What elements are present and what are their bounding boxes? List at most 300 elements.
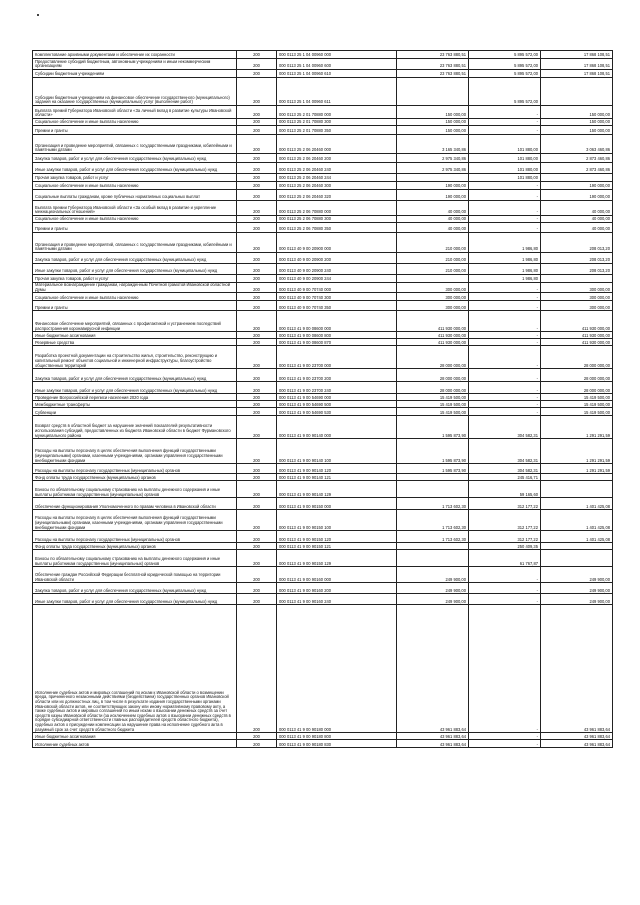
table-row — [33, 510, 613, 531]
row-remaining-amount: 15 419 500,00 — [541, 401, 613, 408]
row-approved-amount: 249 900,00 — [397, 567, 469, 583]
row-classification-code: 000 0113 41 9 00 90140 121 — [277, 474, 397, 481]
row-approved-amount: 150 000,00 — [397, 126, 469, 135]
row-classification-code: 000 0113 41 9 00 90150 100 — [277, 510, 397, 531]
row-line-code: 200 — [237, 394, 277, 401]
row-executed-amount: - — [469, 301, 541, 311]
row-classification-code: 000 0113 25 2 06 20460 300 — [277, 182, 397, 190]
row-remaining-amount: 2 873 460,86 — [541, 163, 613, 174]
row-name: Финансовое обеспечение мероприятий, связанных с профилактикой и устранением последствий распространения коронавирусной инфекции — [33, 311, 237, 332]
table-row — [33, 594, 613, 605]
row-line-code: 200 — [237, 201, 277, 216]
row-classification-code: 000 0113 25 2 06 70880 000 — [277, 201, 397, 216]
row-approved-amount: 2 975 340,86 — [397, 154, 469, 163]
row-remaining-amount: 28 000 000,00 — [541, 382, 613, 394]
row-classification-code: 000 0113 41 9 00 90140 120 — [277, 464, 397, 474]
row-approved-amount: 28 000 000,00 — [397, 369, 469, 382]
row-approved-amount: 15 419 500,00 — [397, 394, 469, 401]
table-row — [33, 223, 613, 233]
table-row — [33, 59, 613, 70]
row-executed-amount: - — [469, 740, 541, 748]
row-name: Иные бюджетные ассигнования — [33, 733, 237, 740]
row-approved-amount: 210 000,00 — [397, 233, 469, 253]
row-classification-code: 000 0113 41 9 00 23700 000 — [277, 346, 397, 369]
row-classification-code: 000 0113 41 9 00 90140 129 — [277, 481, 397, 498]
row-name: Социальные выплаты гражданам, кроме публичных нормативных социальных выплат — [33, 190, 237, 201]
row-name: Обеспечение граждан Российской Федерации бесплатной юридической помощью на территории Ивановской области — [33, 567, 237, 583]
row-line-code: 200 — [237, 733, 277, 740]
row-remaining-amount: 1 401 425,08 — [541, 531, 613, 543]
row-approved-amount: 43 961 883,64 — [397, 740, 469, 748]
row-classification-code: 000 0113 41 9 00 08600 870 — [277, 339, 397, 346]
table-row — [33, 106, 613, 119]
row-remaining-amount: 249 900,00 — [541, 567, 613, 583]
table-row — [33, 474, 613, 481]
row-remaining-amount: 208 013,20 — [541, 253, 613, 264]
row-remaining-amount: 150 000,00 — [541, 119, 613, 126]
row-line-code: 200 — [237, 311, 277, 332]
table-row — [33, 253, 613, 264]
table-row — [33, 293, 613, 301]
row-line-code: 200 — [237, 498, 277, 510]
row-remaining-amount: 17 868 108,51 — [541, 70, 613, 78]
table-row — [33, 401, 613, 408]
row-approved-amount: 43 961 883,64 — [397, 733, 469, 740]
row-approved-amount: 210 000,00 — [397, 253, 469, 264]
row-classification-code: 000 0113 25 2 06 20460 244 — [277, 174, 397, 182]
row-classification-code: 000 0113 41 9 00 08600 000 — [277, 311, 397, 332]
row-approved-amount: 1 595 873,90 — [397, 464, 469, 474]
table-row — [33, 78, 613, 106]
row-executed-amount: - — [469, 190, 541, 201]
budget-execution-table — [32, 50, 613, 748]
row-approved-amount: 40 000,00 — [397, 216, 469, 223]
row-approved-amount: 300 000,00 — [397, 283, 469, 293]
row-classification-code: 000 0113 41 9 00 90150 129 — [277, 550, 397, 567]
row-line-code: 200 — [237, 154, 277, 163]
row-remaining-amount: 40 000,00 — [541, 223, 613, 233]
row-remaining-amount: 300 000,00 — [541, 293, 613, 301]
row-remaining-amount: 43 961 883,64 — [541, 605, 613, 733]
row-classification-code: 000 0113 25 2 01 70880 350 — [277, 126, 397, 135]
row-name: Иные закупки товаров, работ и услуг для обеспечения государственных (муниципальных) нужд — [33, 264, 237, 275]
table-row — [33, 174, 613, 182]
row-name: Закупка товаров, работ и услуг для обеспечения государственных (муниципальных) нужд — [33, 583, 237, 594]
row-line-code: 200 — [237, 264, 277, 275]
row-classification-code: 000 0113 40 9 00 70740 300 — [277, 293, 397, 301]
row-name: Закупка товаров, работ и услуг для обеспечения государственных (муниципальных) нужд — [33, 369, 237, 382]
row-line-code: 200 — [237, 510, 277, 531]
row-line-code: 200 — [237, 550, 277, 567]
table-row — [33, 51, 613, 59]
row-name: Выплата премии Губернатора Ивановской области «За особый вклад в развитие и укрепление межнациональных отношений» — [33, 201, 237, 216]
table-row — [33, 126, 613, 135]
table-row — [33, 332, 613, 339]
row-classification-code: 000 0113 25 2 06 20460 320 — [277, 190, 397, 201]
row-line-code: 200 — [237, 275, 277, 283]
row-remaining-amount — [541, 481, 613, 498]
row-name: Материальное вознаграждение гражданам, награжденным Почетной грамотой Ивановской областной Думы — [33, 283, 237, 293]
table-row — [33, 216, 613, 223]
row-line-code: 200 — [237, 253, 277, 264]
row-name: Иные закупки товаров, работ и услуг для обеспечения государственных (муниципальных) нужд — [33, 163, 237, 174]
row-executed-amount: - — [469, 283, 541, 293]
row-remaining-amount — [541, 275, 613, 283]
row-name: Закупка товаров, работ и услуг для обеспечения государственных (муниципальных) нужд — [33, 154, 237, 163]
scan-speck — [37, 14, 39, 16]
row-executed-amount: - — [469, 567, 541, 583]
row-executed-amount: - — [469, 119, 541, 126]
row-classification-code: 000 0113 41 9 00 54690 500 — [277, 401, 397, 408]
row-line-code: 200 — [237, 59, 277, 70]
row-line-code: 200 — [237, 567, 277, 583]
row-remaining-amount: 1 401 425,08 — [541, 510, 613, 531]
row-approved-amount: 23 763 880,51 — [397, 51, 469, 59]
row-line-code: 200 — [237, 182, 277, 190]
row-remaining-amount: 300 000,00 — [541, 283, 613, 293]
row-classification-code: 000 0113 25 2 06 20460 000 — [277, 135, 397, 154]
row-remaining-amount — [541, 78, 613, 106]
row-line-code: 200 — [237, 605, 277, 733]
row-name: Расходы на выплаты персоналу государственных (муниципальных) органов — [33, 464, 237, 474]
row-name: Резервные средства — [33, 339, 237, 346]
row-line-code: 200 — [237, 583, 277, 594]
row-name: Прочая закупка товаров, работ и услуг — [33, 174, 237, 182]
row-line-code: 200 — [237, 346, 277, 369]
row-executed-amount: 59 165,60 — [469, 481, 541, 498]
row-classification-code: 000 0113 25 1 04 00960 000 — [277, 51, 397, 59]
row-name: Межбюджетные трансферты — [33, 401, 237, 408]
row-name: Выплата премий Губернатора Ивановской области «За личный вклад в развитие культуры Ивановской области» — [33, 106, 237, 119]
row-executed-amount: - — [469, 339, 541, 346]
row-remaining-amount: 208 013,20 — [541, 233, 613, 253]
row-classification-code: 000 0113 41 9 00 23700 200 — [277, 369, 397, 382]
row-name: Премии и гранты — [33, 223, 237, 233]
row-classification-code: 000 0113 40 9 00 20900 000 — [277, 233, 397, 253]
table-row — [33, 339, 613, 346]
table-row — [33, 283, 613, 293]
row-remaining-amount: 40 000,00 — [541, 216, 613, 223]
row-executed-amount: 5 895 572,00 — [469, 51, 541, 59]
row-classification-code: 000 0113 41 9 00 90140 100 — [277, 439, 397, 464]
table-row — [33, 301, 613, 311]
table-row — [33, 190, 613, 201]
table-row — [33, 154, 613, 163]
row-classification-code: 000 0113 41 9 00 08600 800 — [277, 332, 397, 339]
row-name: Исполнение судебных актов и мировых соглашений по искам к Ивановской области о возмещении вреда, причиненного незаконными действиями (бездействием) государственных органов Ивановской области или их должностных лиц, в том числе в результате издания государственными органами Ивановской области актов, не соответствующих закону или иному нормативному правовому акту, а также судебных актов и мировых соглашений по иным искам о взыскании денежных средств за счет средств казны Ивановской области (за исключением судебных актов о взыскании денежных средств в порядке субсидиарной ответственности главных распорядителей средств областного бюджета), судебных актов о присуждении компенсации за нарушение права на исполнение судебного акта в разумный срок за счет средств областного бюджета — [33, 605, 237, 733]
table-row — [33, 550, 613, 567]
row-remaining-amount: 208 013,20 — [541, 264, 613, 275]
row-executed-amount: 1 986,80 — [469, 233, 541, 253]
row-classification-code: 000 0113 25 2 06 70880 300 — [277, 216, 397, 223]
row-classification-code: 000 0113 25 2 06 70880 350 — [277, 223, 397, 233]
row-approved-amount: 249 900,00 — [397, 594, 469, 605]
row-executed-amount: - — [469, 182, 541, 190]
row-executed-amount: 304 582,31 — [469, 464, 541, 474]
row-remaining-amount: 300 000,00 — [541, 301, 613, 311]
row-classification-code: 000 0113 41 9 00 90150 121 — [277, 543, 397, 550]
row-classification-code: 000 0113 41 9 00 90150 000 — [277, 498, 397, 510]
row-line-code: 200 — [237, 408, 277, 416]
row-name: Субвенции — [33, 408, 237, 416]
row-remaining-amount — [541, 174, 613, 182]
row-name: Социальное обеспечение и иные выплаты населению — [33, 119, 237, 126]
row-classification-code: 000 0113 41 9 00 90140 000 — [277, 416, 397, 439]
row-executed-amount: - — [469, 401, 541, 408]
row-approved-amount: 15 419 500,00 — [397, 401, 469, 408]
row-line-code: 200 — [237, 216, 277, 223]
row-approved-amount: 300 000,00 — [397, 301, 469, 311]
row-executed-amount: - — [469, 583, 541, 594]
row-name: Иные бюджетные ассигнования — [33, 332, 237, 339]
row-executed-amount: - — [469, 733, 541, 740]
row-name: Социальное обеспечение и иные выплаты населению — [33, 293, 237, 301]
row-name: Расходы на выплаты персоналу в целях обеспечения выполнения функций государственными (муниципальными) органами, казенными учреждениями, органами управления государственными внебюджетными фондами — [33, 439, 237, 464]
row-executed-amount: 1 986,80 — [469, 275, 541, 283]
row-remaining-amount: 40 000,00 — [541, 201, 613, 216]
table-row — [33, 498, 613, 510]
row-line-code: 200 — [237, 339, 277, 346]
row-approved-amount — [397, 543, 469, 550]
row-line-code: 200 — [237, 382, 277, 394]
table-row — [33, 394, 613, 401]
table-row — [33, 531, 613, 543]
row-executed-amount: - — [469, 201, 541, 216]
row-executed-amount: - — [469, 394, 541, 401]
row-classification-code: 000 0113 25 2 01 70880 000 — [277, 106, 397, 119]
row-executed-amount: - — [469, 216, 541, 223]
row-executed-amount: 304 582,31 — [469, 416, 541, 439]
row-approved-amount — [397, 174, 469, 182]
row-executed-amount: - — [469, 106, 541, 119]
row-remaining-amount — [541, 474, 613, 481]
row-remaining-amount: 43 961 883,64 — [541, 733, 613, 740]
table-row — [33, 201, 613, 216]
table-row — [33, 311, 613, 332]
row-approved-amount: 15 419 500,00 — [397, 408, 469, 416]
row-executed-amount: 250 409,35 — [469, 543, 541, 550]
row-name: Организация и проведение мероприятий, связанных с государственными праздниками, юбилейными и памятными датами — [33, 135, 237, 154]
row-executed-amount: - — [469, 594, 541, 605]
row-line-code: 200 — [237, 190, 277, 201]
row-remaining-amount: 28 000 000,00 — [541, 346, 613, 369]
table-row — [33, 382, 613, 394]
row-line-code: 200 — [237, 332, 277, 339]
row-remaining-amount: 249 900,00 — [541, 583, 613, 594]
row-approved-amount: 43 961 883,64 — [397, 605, 469, 733]
row-executed-amount: 312 177,22 — [469, 498, 541, 510]
row-classification-code: 000 0113 41 9 00 90180 830 — [277, 740, 397, 748]
row-line-code: 200 — [237, 51, 277, 59]
row-approved-amount: 28 000 000,00 — [397, 382, 469, 394]
row-line-code: 200 — [237, 543, 277, 550]
row-approved-amount: 210 000,00 — [397, 264, 469, 275]
row-executed-amount: 5 895 572,00 — [469, 59, 541, 70]
row-executed-amount: 101 880,00 — [469, 163, 541, 174]
row-remaining-amount: 3 063 460,86 — [541, 135, 613, 154]
row-name: Разработка проектной документации на строительство жилья, строительство, реконструкцию и капитальный ремонт объектов социальной и инженерной инфраструктуры, благоустройство общественных территорий — [33, 346, 237, 369]
table-row — [33, 481, 613, 498]
row-approved-amount: 300 000,00 — [397, 293, 469, 301]
row-name: Организация и проведение мероприятий, связанных с государственными праздниками, юбилейными и памятными датами — [33, 233, 237, 253]
row-line-code: 200 — [237, 106, 277, 119]
row-name: Фонд оплаты труда государственных (муниципальных) органов — [33, 474, 237, 481]
row-line-code: 200 — [237, 439, 277, 464]
row-approved-amount: 150 000,00 — [397, 106, 469, 119]
row-executed-amount: - — [469, 346, 541, 369]
row-approved-amount: 1 713 602,30 — [397, 510, 469, 531]
row-classification-code: 000 0113 41 9 00 23700 240 — [277, 382, 397, 394]
row-line-code: 200 — [237, 474, 277, 481]
row-classification-code: 000 0113 40 9 00 20900 240 — [277, 264, 397, 275]
row-classification-code: 000 0113 41 9 00 90160 240 — [277, 594, 397, 605]
row-remaining-amount: 1 291 291,59 — [541, 416, 613, 439]
table-row — [33, 543, 613, 550]
table-row — [33, 275, 613, 283]
row-approved-amount: 1 595 873,90 — [397, 439, 469, 464]
table-row — [33, 733, 613, 740]
row-name: Премии и гранты — [33, 126, 237, 135]
row-remaining-amount: 17 868 108,51 — [541, 59, 613, 70]
table-row — [33, 605, 613, 733]
row-approved-amount: 3 165 340,86 — [397, 135, 469, 154]
row-executed-amount: 61 767,87 — [469, 550, 541, 567]
row-line-code: 200 — [237, 369, 277, 382]
row-line-code: 200 — [237, 531, 277, 543]
row-executed-amount: 5 895 572,00 — [469, 70, 541, 78]
row-name: Предоставление субсидий бюджетным, автономным учреждениям и иным некоммерческим организациям — [33, 59, 237, 70]
row-remaining-amount: 17 868 108,51 — [541, 51, 613, 59]
row-approved-amount: 40 000,00 — [397, 201, 469, 216]
table-row — [33, 369, 613, 382]
row-classification-code: 000 0113 41 9 00 90160 200 — [277, 583, 397, 594]
row-executed-amount: - — [469, 369, 541, 382]
row-approved-amount: 411 930 000,00 — [397, 339, 469, 346]
row-line-code: 200 — [237, 126, 277, 135]
row-remaining-amount: 411 930 000,00 — [541, 339, 613, 346]
row-executed-amount: 1 986,80 — [469, 264, 541, 275]
row-name: Взносы по обязательному социальному страхованию на выплаты денежного содержания и иные выплаты работникам государственных (муниципальных) органов — [33, 550, 237, 567]
row-approved-amount — [397, 550, 469, 567]
row-executed-amount: 101 880,00 — [469, 174, 541, 182]
row-executed-amount: - — [469, 223, 541, 233]
table-row — [33, 583, 613, 594]
table-row — [33, 408, 613, 416]
table-row — [33, 740, 613, 748]
row-remaining-amount: 15 419 500,00 — [541, 408, 613, 416]
row-classification-code: 000 0113 40 9 00 20900 244 — [277, 275, 397, 283]
row-classification-code: 000 0113 25 2 06 20460 240 — [277, 163, 397, 174]
row-line-code: 200 — [237, 283, 277, 293]
row-classification-code: 000 0113 40 9 00 20900 200 — [277, 253, 397, 264]
row-remaining-amount: 190 000,00 — [541, 190, 613, 201]
row-name: Комплектование архивными документами и обеспечение их сохранности — [33, 51, 237, 59]
row-name: Премии и гранты — [33, 301, 237, 311]
row-classification-code: 000 0113 41 9 00 90180 000 — [277, 605, 397, 733]
row-approved-amount — [397, 474, 469, 481]
row-classification-code: 000 0113 25 1 04 00960 610 — [277, 70, 397, 78]
row-classification-code: 000 0113 25 1 04 00960 611 — [277, 78, 397, 106]
row-approved-amount — [397, 78, 469, 106]
row-name: Социальное обеспечение и иные выплаты населению — [33, 216, 237, 223]
row-executed-amount: 304 582,31 — [469, 439, 541, 464]
row-line-code: 200 — [237, 163, 277, 174]
table-row — [33, 346, 613, 369]
row-name: Закупка товаров, работ и услуг для обеспечения государственных (муниципальных) нужд — [33, 253, 237, 264]
table-row — [33, 264, 613, 275]
row-remaining-amount: 190 000,00 — [541, 182, 613, 190]
table-row — [33, 135, 613, 154]
row-classification-code: 000 0113 41 9 00 90150 120 — [277, 531, 397, 543]
row-executed-amount: - — [469, 293, 541, 301]
row-remaining-amount — [541, 550, 613, 567]
table-row — [33, 119, 613, 126]
row-executed-amount: 1 986,80 — [469, 253, 541, 264]
row-line-code: 200 — [237, 135, 277, 154]
row-approved-amount: 190 000,00 — [397, 190, 469, 201]
row-line-code: 200 — [237, 401, 277, 408]
row-line-code: 200 — [237, 293, 277, 301]
row-remaining-amount: 43 961 883,64 — [541, 740, 613, 748]
row-approved-amount: 1 595 873,90 — [397, 416, 469, 439]
row-executed-amount: 312 177,22 — [469, 531, 541, 543]
row-executed-amount: - — [469, 382, 541, 394]
row-executed-amount: 101 880,00 — [469, 154, 541, 163]
table-row — [33, 70, 613, 78]
row-line-code: 200 — [237, 740, 277, 748]
row-name: Субсидии бюджетным учреждениям — [33, 70, 237, 78]
row-classification-code: 000 0113 25 1 04 00960 600 — [277, 59, 397, 70]
row-approved-amount: 28 000 000,00 — [397, 346, 469, 369]
row-approved-amount — [397, 481, 469, 498]
row-classification-code: 000 0113 41 9 00 90180 800 — [277, 733, 397, 740]
row-approved-amount — [397, 275, 469, 283]
row-executed-amount: 101 880,00 — [469, 135, 541, 154]
row-remaining-amount — [541, 543, 613, 550]
row-name: Субсидии бюджетным учреждениям на финансовое обеспечение государственного (муниципального) задания на оказание государственных (муниципальных) услуг (выполнение работ) — [33, 78, 237, 106]
row-name: Расходы на выплаты персоналу государственных (муниципальных) органов — [33, 531, 237, 543]
row-remaining-amount: 28 000 000,00 — [541, 369, 613, 382]
row-line-code: 200 — [237, 174, 277, 182]
row-executed-amount: - — [469, 126, 541, 135]
row-executed-amount: - — [469, 605, 541, 733]
table-row — [33, 163, 613, 174]
row-line-code: 200 — [237, 70, 277, 78]
row-approved-amount: 23 763 880,51 — [397, 70, 469, 78]
row-classification-code: 000 0113 41 9 00 90160 000 — [277, 567, 397, 583]
row-executed-amount: - — [469, 311, 541, 332]
row-name: Расходы на выплаты персоналу в целях обеспечения выполнения функций государственными (муниципальными) органами, казенными учреждениями, органами управления государственными внебюджетными фондами — [33, 510, 237, 531]
row-approved-amount: 411 930 000,00 — [397, 332, 469, 339]
row-classification-code: 000 0113 25 2 06 20460 200 — [277, 154, 397, 163]
row-name: Иные закупки товаров, работ и услуг для обеспечения государственных (муниципальных) нужд — [33, 594, 237, 605]
row-remaining-amount: 1 291 291,59 — [541, 439, 613, 464]
table-row — [33, 182, 613, 190]
row-approved-amount: 40 000,00 — [397, 223, 469, 233]
row-executed-amount: - — [469, 408, 541, 416]
row-line-code: 200 — [237, 464, 277, 474]
row-classification-code: 000 0113 25 2 01 70880 300 — [277, 119, 397, 126]
row-classification-code: 000 0113 40 9 00 70740 000 — [277, 283, 397, 293]
table-row — [33, 464, 613, 474]
row-name: Иные закупки товаров, работ и услуг для обеспечения государственных (муниципальных) нужд — [33, 382, 237, 394]
table-row — [33, 439, 613, 464]
row-name: Обеспечение функционирования Уполномоченного по правам человека в Ивановской области — [33, 498, 237, 510]
row-line-code: 200 — [237, 223, 277, 233]
row-executed-amount: 312 177,22 — [469, 510, 541, 531]
table-row — [33, 233, 613, 253]
row-line-code: 200 — [237, 119, 277, 126]
